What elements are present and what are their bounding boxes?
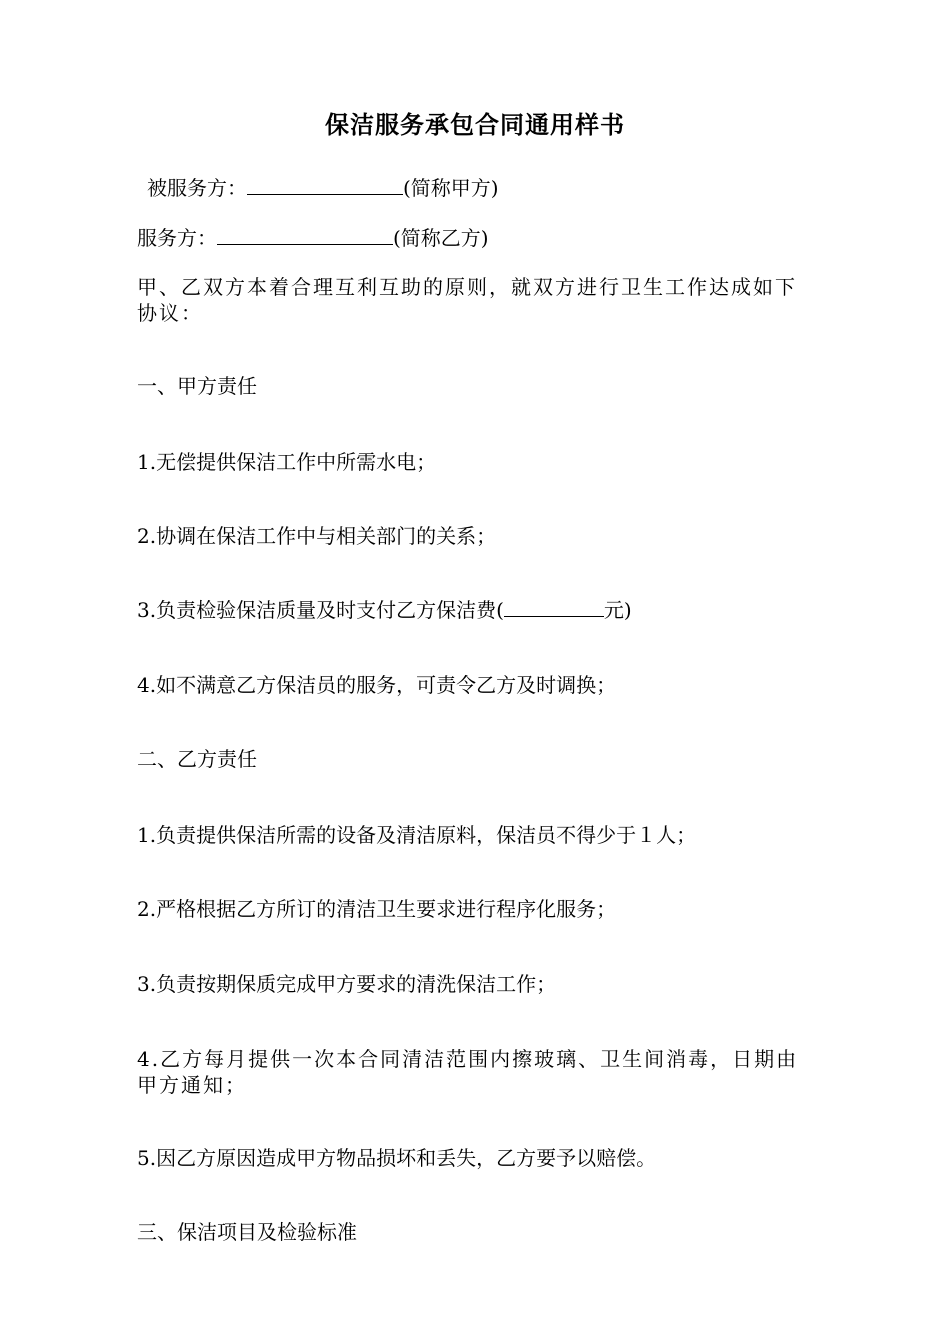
party-b-line xyxy=(137,226,489,250)
section1-item-4: 4.如不满意乙方保洁员的服务，可责令乙方及时调换； xyxy=(137,673,617,697)
section1-item-1: 1.无偿提供保洁工作中所需水电； xyxy=(137,450,437,474)
section2-item-3: 3.负责按期保质完成甲方要求的清洗保洁工作； xyxy=(137,972,557,996)
party-a-label: 被服务方： xyxy=(147,176,247,200)
section2-item-4: 4.乙方每月提供一次本合同清洁范围内擦玻璃、卫生间消毒，日期由甲方通知； xyxy=(137,1047,799,1097)
section2-item-1: 1.负责提供保洁所需的设备及清洁原料，保洁员不得少于１人； xyxy=(137,823,697,847)
party-b-label: 服务方： xyxy=(137,226,217,250)
section1-heading: 一、甲方责任 xyxy=(137,374,257,398)
party-a-suffix: (简称甲方) xyxy=(403,176,499,200)
section1-item-3 xyxy=(137,598,632,622)
party-b-blank[interactable] xyxy=(217,226,393,245)
section3-heading: 三、保洁项目及检验标准 xyxy=(137,1220,357,1244)
fee-blank[interactable] xyxy=(504,598,604,617)
section2-item-5: 5.因乙方原因造成甲方物品损坏和丢失，乙方要予以赔偿。 xyxy=(137,1146,657,1170)
section1-item-2: 2.协调在保洁工作中与相关部门的关系； xyxy=(137,524,497,548)
section2-heading: 二、乙方责任 xyxy=(137,747,257,771)
intro-paragraph: 甲、乙双方本着合理互利互助的原则，就双方进行卫生工作达成如下协议： xyxy=(137,275,797,325)
section2-item-2: 2.严格根据乙方所订的清洁卫生要求进行程序化服务； xyxy=(137,897,617,921)
party-a-blank[interactable] xyxy=(247,176,403,195)
party-a-line xyxy=(147,176,499,200)
fee-text: 3.负责检验保洁质量及时支付乙方保洁费( xyxy=(137,598,504,622)
document-title: 保洁服务承包合同通用样书 xyxy=(325,110,625,139)
party-b-suffix: (简称乙方) xyxy=(393,226,489,250)
fee-suffix: 元) xyxy=(603,598,632,622)
